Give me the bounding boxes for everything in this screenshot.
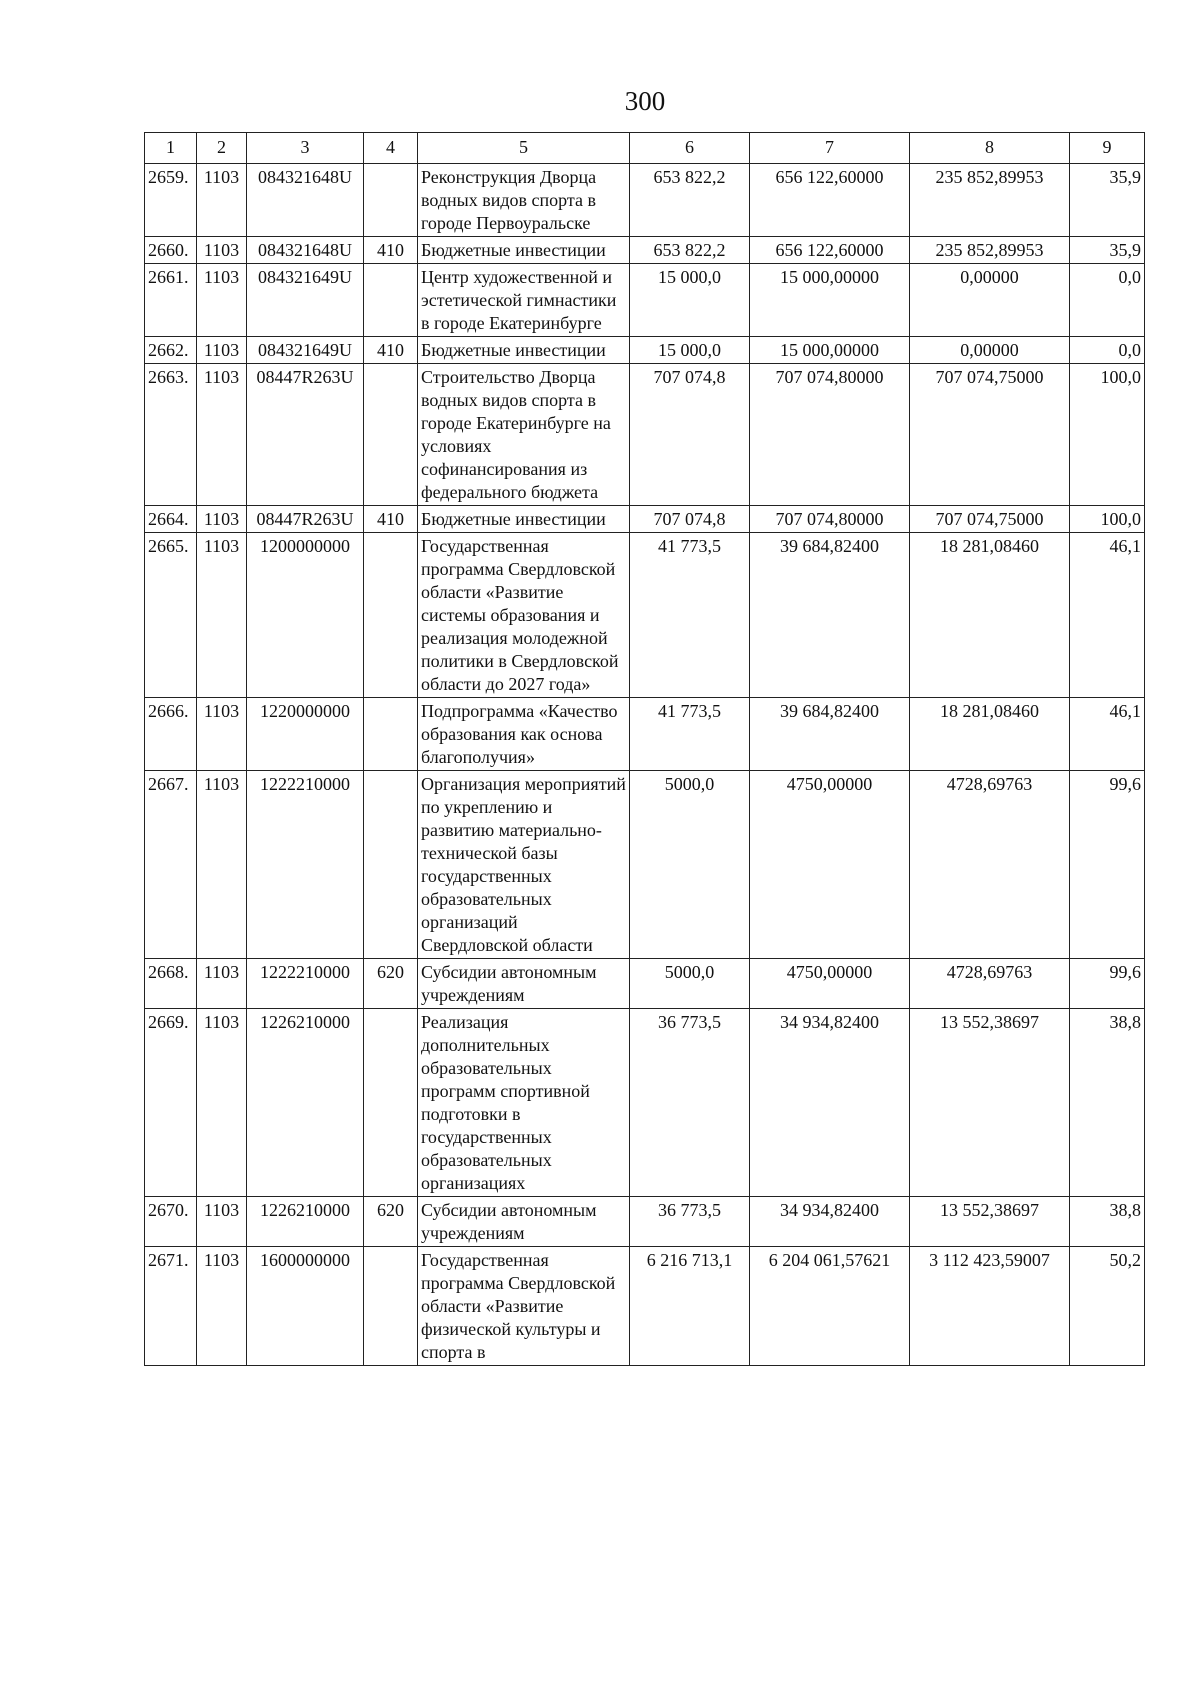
- row-number-cell: 2664.: [145, 506, 197, 533]
- approved-amount-cell: 15 000,00000: [750, 337, 910, 364]
- planned-amount-cell: 15 000,0: [630, 337, 750, 364]
- executed-amount-cell: 4728,69763: [910, 959, 1070, 1009]
- approved-amount-cell: 707 074,80000: [750, 506, 910, 533]
- target-code-cell: 084321648U: [247, 237, 364, 264]
- item-name-cell: Организация мероприятий по укреплению и развитию материально-технической базы государственных образовательных организаций Свердловской области: [418, 771, 630, 959]
- row-number-cell: 2659.: [145, 164, 197, 237]
- executed-amount-cell: 13 552,38697: [910, 1197, 1070, 1247]
- table-row: [145, 1247, 1145, 1366]
- table-row: [145, 1197, 1145, 1247]
- column-header: 5: [418, 133, 630, 164]
- expense-type-cell: [364, 1247, 418, 1366]
- planned-amount-cell: 41 773,5: [630, 698, 750, 771]
- table-row: [145, 771, 1145, 959]
- target-code-cell: 084321649U: [247, 337, 364, 364]
- executed-amount-cell: 0,00000: [910, 337, 1070, 364]
- planned-amount-cell: 653 822,2: [630, 164, 750, 237]
- row-number-cell: 2669.: [145, 1009, 197, 1197]
- target-code-cell: 1220000000: [247, 698, 364, 771]
- approved-amount-cell: 707 074,80000: [750, 364, 910, 506]
- approved-amount-cell: 656 122,60000: [750, 164, 910, 237]
- executed-amount-cell: 707 074,75000: [910, 364, 1070, 506]
- execution-percent-cell: 38,8: [1070, 1197, 1145, 1247]
- planned-amount-cell: 15 000,0: [630, 264, 750, 337]
- section-code-cell: 1103: [197, 533, 247, 698]
- executed-amount-cell: 18 281,08460: [910, 533, 1070, 698]
- approved-amount-cell: 34 934,82400: [750, 1009, 910, 1197]
- execution-percent-cell: 46,1: [1070, 533, 1145, 698]
- item-name-cell: Реконструкция Дворца водных видов спорта в городе Первоуральске: [418, 164, 630, 237]
- section-code-cell: 1103: [197, 771, 247, 959]
- execution-percent-cell: 0,0: [1070, 264, 1145, 337]
- table-row: [145, 959, 1145, 1009]
- section-code-cell: 1103: [197, 337, 247, 364]
- approved-amount-cell: 39 684,82400: [750, 698, 910, 771]
- item-name-cell: Бюджетные инвестиции: [418, 337, 630, 364]
- table-row: [145, 237, 1145, 264]
- execution-percent-cell: 38,8: [1070, 1009, 1145, 1197]
- table-row: [145, 1009, 1145, 1197]
- column-header: 6: [630, 133, 750, 164]
- row-number-cell: 2666.: [145, 698, 197, 771]
- expense-type-cell: [364, 164, 418, 237]
- approved-amount-cell: 6 204 061,57621: [750, 1247, 910, 1366]
- execution-percent-cell: 35,9: [1070, 237, 1145, 264]
- execution-percent-cell: 0,0: [1070, 337, 1145, 364]
- item-name-cell: Центр художественной и эстетической гимнастики в городе Екатеринбурге: [418, 264, 630, 337]
- executed-amount-cell: 235 852,89953: [910, 237, 1070, 264]
- row-number-cell: 2668.: [145, 959, 197, 1009]
- section-code-cell: 1103: [197, 1247, 247, 1366]
- planned-amount-cell: 707 074,8: [630, 506, 750, 533]
- item-name-cell: Строительство Дворца водных видов спорта в городе Екатеринбурге на условиях софинансирования из федерального бюджета: [418, 364, 630, 506]
- section-code-cell: 1103: [197, 164, 247, 237]
- item-name-cell: Субсидии автономным учреждениям: [418, 1197, 630, 1247]
- expense-type-cell: 410: [364, 337, 418, 364]
- planned-amount-cell: 36 773,5: [630, 1197, 750, 1247]
- planned-amount-cell: 707 074,8: [630, 364, 750, 506]
- planned-amount-cell: 5000,0: [630, 959, 750, 1009]
- expense-type-cell: 410: [364, 237, 418, 264]
- expense-type-cell: [364, 364, 418, 506]
- item-name-cell: Реализация дополнительных образовательных программ спортивной подготовки в государственных образовательных организациях: [418, 1009, 630, 1197]
- target-code-cell: 084321648U: [247, 164, 364, 237]
- expense-type-cell: 620: [364, 959, 418, 1009]
- column-header: 2: [197, 133, 247, 164]
- expense-type-cell: 620: [364, 1197, 418, 1247]
- planned-amount-cell: 653 822,2: [630, 237, 750, 264]
- section-code-cell: 1103: [197, 364, 247, 506]
- target-code-cell: 1200000000: [247, 533, 364, 698]
- execution-percent-cell: 46,1: [1070, 698, 1145, 771]
- expense-type-cell: [364, 533, 418, 698]
- column-header: 4: [364, 133, 418, 164]
- execution-percent-cell: 99,6: [1070, 771, 1145, 959]
- page-number: 300: [624, 86, 666, 116]
- expense-type-cell: [364, 264, 418, 337]
- expense-type-cell: [364, 698, 418, 771]
- section-code-cell: 1103: [197, 237, 247, 264]
- row-number-cell: 2662.: [145, 337, 197, 364]
- approved-amount-cell: 4750,00000: [750, 959, 910, 1009]
- planned-amount-cell: 5000,0: [630, 771, 750, 959]
- target-code-cell: 084321649U: [247, 264, 364, 337]
- executed-amount-cell: 13 552,38697: [910, 1009, 1070, 1197]
- planned-amount-cell: 41 773,5: [630, 533, 750, 698]
- table-row: [145, 337, 1145, 364]
- approved-amount-cell: 656 122,60000: [750, 237, 910, 264]
- section-code-cell: 1103: [197, 1197, 247, 1247]
- target-code-cell: 1600000000: [247, 1247, 364, 1366]
- section-code-cell: 1103: [197, 264, 247, 337]
- item-name-cell: Государственная программа Свердловской области «Развитие системы образования и реализация молодежной политики в Свердловской области до 2027 года»: [418, 533, 630, 698]
- expense-type-cell: [364, 771, 418, 959]
- target-code-cell: 08447R263U: [247, 364, 364, 506]
- executed-amount-cell: 707 074,75000: [910, 506, 1070, 533]
- executed-amount-cell: 3 112 423,59007: [910, 1247, 1070, 1366]
- column-header: 1: [145, 133, 197, 164]
- executed-amount-cell: 0,00000: [910, 264, 1070, 337]
- table-header-row: [145, 133, 1145, 164]
- row-number-cell: 2665.: [145, 533, 197, 698]
- target-code-cell: 08447R263U: [247, 506, 364, 533]
- row-number-cell: 2671.: [145, 1247, 197, 1366]
- table-row: [145, 364, 1145, 506]
- item-name-cell: Подпрограмма «Качество образования как основа благополучия»: [418, 698, 630, 771]
- approved-amount-cell: 4750,00000: [750, 771, 910, 959]
- row-number-cell: 2667.: [145, 771, 197, 959]
- column-header: 7: [750, 133, 910, 164]
- item-name-cell: Государственная программа Свердловской области «Развитие физической культуры и спорта в: [418, 1247, 630, 1366]
- planned-amount-cell: 36 773,5: [630, 1009, 750, 1197]
- column-header: 8: [910, 133, 1070, 164]
- executed-amount-cell: 4728,69763: [910, 771, 1070, 959]
- item-name-cell: Бюджетные инвестиции: [418, 237, 630, 264]
- column-header: 9: [1070, 133, 1145, 164]
- approved-amount-cell: 15 000,00000: [750, 264, 910, 337]
- section-code-cell: 1103: [197, 506, 247, 533]
- target-code-cell: 1222210000: [247, 959, 364, 1009]
- table-row: [145, 506, 1145, 533]
- execution-percent-cell: 50,2: [1070, 1247, 1145, 1366]
- executed-amount-cell: 18 281,08460: [910, 698, 1070, 771]
- row-number-cell: 2670.: [145, 1197, 197, 1247]
- row-number-cell: 2663.: [145, 364, 197, 506]
- table-row: [145, 698, 1145, 771]
- planned-amount-cell: 6 216 713,1: [630, 1247, 750, 1366]
- table-row: [145, 264, 1145, 337]
- table-row: [145, 533, 1145, 698]
- column-header: 3: [247, 133, 364, 164]
- budget-table: [144, 132, 1145, 1366]
- row-number-cell: 2661.: [145, 264, 197, 337]
- item-name-cell: Бюджетные инвестиции: [418, 506, 630, 533]
- target-code-cell: 1226210000: [247, 1197, 364, 1247]
- expense-type-cell: 410: [364, 506, 418, 533]
- target-code-cell: 1222210000: [247, 771, 364, 959]
- row-number-cell: 2660.: [145, 237, 197, 264]
- executed-amount-cell: 235 852,89953: [910, 164, 1070, 237]
- approved-amount-cell: 39 684,82400: [750, 533, 910, 698]
- table-row: [145, 164, 1145, 237]
- approved-amount-cell: 34 934,82400: [750, 1197, 910, 1247]
- expense-type-cell: [364, 1009, 418, 1197]
- section-code-cell: 1103: [197, 1009, 247, 1197]
- execution-percent-cell: 100,0: [1070, 506, 1145, 533]
- execution-percent-cell: 100,0: [1070, 364, 1145, 506]
- target-code-cell: 1226210000: [247, 1009, 364, 1197]
- item-name-cell: Субсидии автономным учреждениям: [418, 959, 630, 1009]
- section-code-cell: 1103: [197, 959, 247, 1009]
- execution-percent-cell: 35,9: [1070, 164, 1145, 237]
- section-code-cell: 1103: [197, 698, 247, 771]
- execution-percent-cell: 99,6: [1070, 959, 1145, 1009]
- table-body: [145, 164, 1145, 1366]
